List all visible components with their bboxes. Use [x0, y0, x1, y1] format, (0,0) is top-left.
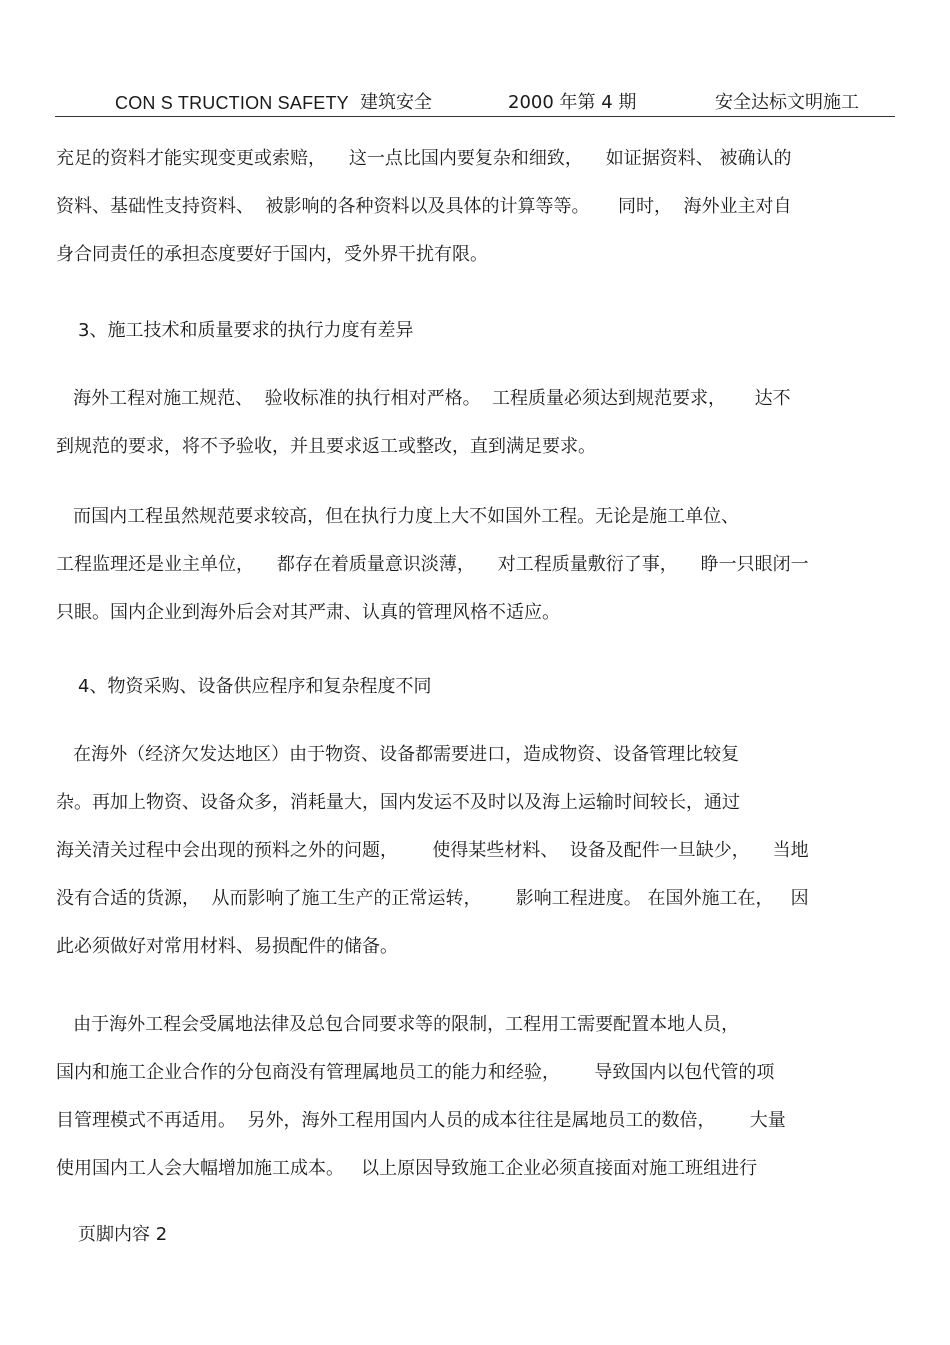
- paragraph-4: [56, 746, 896, 986]
- section-heading-4: [78, 678, 918, 726]
- text-line: 目管理模式不再适用。 另外，海外工程用国内人员的成本往往是属地员工的数倍， 大量: [56, 1110, 786, 1131]
- section-heading-3: [78, 322, 918, 370]
- text-line: 使用国内工人会大幅增加施工成本。 以上原因导致施工企业必须直接面对施工班组进行: [56, 1158, 758, 1179]
- header-issue: 2000 年第 4 期: [508, 92, 637, 113]
- header-chinese-title: 建筑安全: [360, 92, 432, 113]
- text-line: 由于海外工程会受属地法律及总包合同要求等的限制，工程用工需要配置本地人员，: [56, 1014, 740, 1035]
- text-line: 到规范的要求，将不予验收，并且要求返工或整改，直到满足要求。: [56, 436, 596, 457]
- paragraph-3: [56, 508, 896, 652]
- page-footer: [78, 1226, 918, 1274]
- text-line: 海外工程对施工规范、 验收标准的执行相对严格。 工程质量必须达到规范要求， 达不: [56, 388, 791, 409]
- text-line: 只眼。国内企业到海外后会对其严肃、认真的管理风格不适应。: [56, 602, 560, 623]
- text-line: 而国内工程虽然规范要求较高，但在执行力度上大不如国外工程。无论是施工单位、: [56, 506, 740, 527]
- header-section: 安全达标文明施工: [715, 92, 859, 113]
- text-line: 海关清关过程中会出现的预料之外的问题， 使得某些材料、 设备及配件一旦缺少， 当地: [56, 840, 809, 861]
- text-line: 杂。再加上物资、设备众多，消耗量大，国内发运不及时以及海上运输时间较长，通过: [56, 792, 740, 813]
- text-line: 没有合适的货源， 从而影响了施工生产的正常运转， 影响工程进度。 在国外施工在， 因: [56, 888, 809, 909]
- header-english-title: CON S TRUCTION SAFETY: [115, 93, 349, 113]
- paragraph-5: [56, 1016, 896, 1208]
- text-line: 资料、基础性支持资料、 被影响的各种资料以及具体的计算等等。 同时， 海外业主对自: [56, 196, 792, 217]
- paragraph-2: [56, 390, 896, 486]
- paragraph-1: [56, 150, 896, 294]
- text-line: 国内和施工企业合作的分包商没有管理属地员工的能力和经验， 导致国内以包代管的项: [56, 1062, 775, 1083]
- text-line: 工程监理还是业主单位， 都存在着质量意识淡薄， 对工程质量敷衍了事， 睁一只眼闭一: [56, 554, 809, 575]
- text-line: 充足的资料才能实现变更或索赔， 这一点比国内要复杂和细致， 如证据资料、 被确认的: [56, 148, 792, 169]
- text-line: 身合同责任的承担态度要好于国内，受外界干扰有限。: [56, 244, 488, 265]
- page-header: [55, 90, 895, 117]
- text-line: 此必须做好对常用材料、易损配件的储备。: [56, 936, 398, 957]
- text-line: 在海外（经济欠发达地区）由于物资、设备都需要进口，造成物资、设备管理比较复: [56, 744, 740, 765]
- footer-text: 页脚内容 2: [78, 1224, 168, 1245]
- heading-text: 4、物资采购、设备供应程序和复杂程度不同: [78, 676, 432, 697]
- heading-text: 3、施工技术和质量要求的执行力度有差异: [78, 320, 414, 341]
